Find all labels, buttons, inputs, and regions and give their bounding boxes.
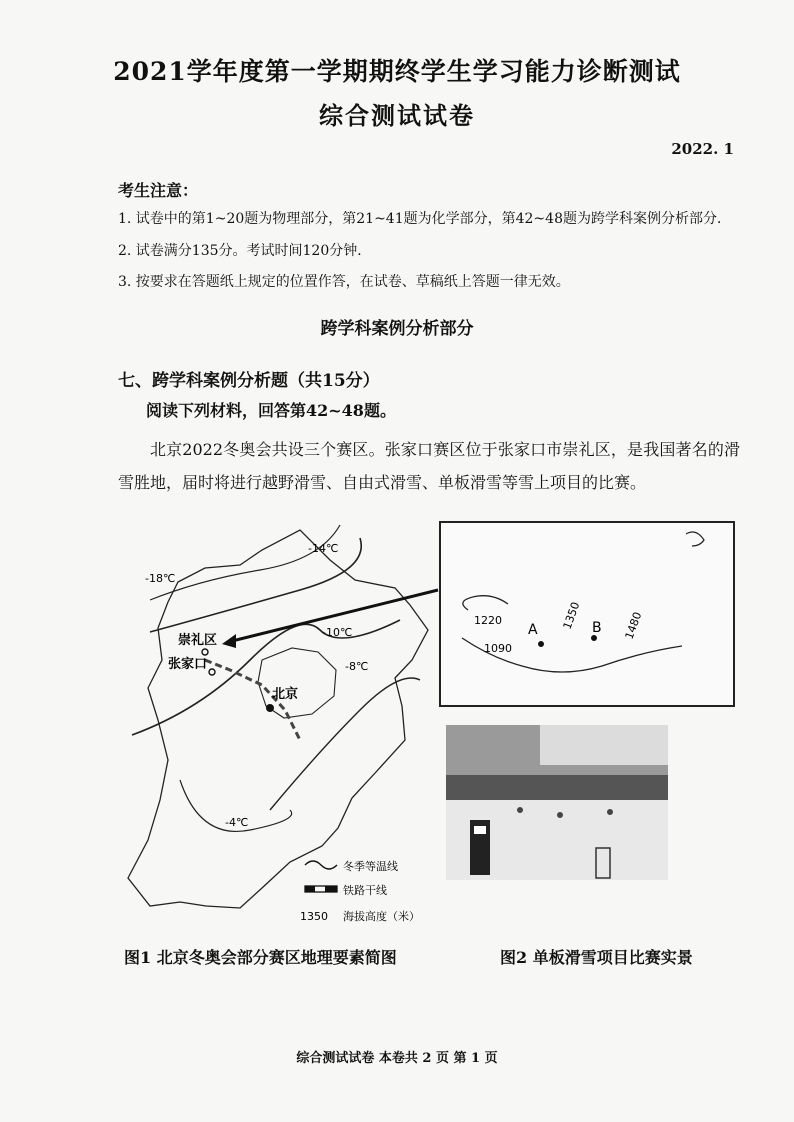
chongli-marker [202,649,208,655]
isotherm-line [132,620,400,735]
inset-point-label: A [528,622,538,638]
isotherm-label: -14℃ [308,542,339,555]
question-instruction: 阅读下列材料，回答第42~48题。 [146,401,396,420]
beijing-marker [266,704,274,712]
inset-contour-label: 1350 [560,600,583,632]
inset-contour-label: 1220 [474,614,502,627]
inset-contour-label: 1090 [484,642,512,655]
point-a-marker [538,641,544,647]
legend-label: 海拔高度（米） [343,910,420,923]
notice-item-2: 2. 试卷满分135分。考试时间120分钟． [118,243,372,259]
page-footer: 综合测试试卷 本卷共 2 页 第 1 页 [296,1051,498,1066]
inset-point-label: B [592,620,602,636]
figure1-caption: 图1 北京冬奥会部分赛区地理要素简图 [124,948,397,967]
legend-symbol: 1350 [300,910,328,923]
legend-label: 铁路干线 [343,884,387,897]
material-paragraph: 北京2022冬奥会共设三个赛区。张家口赛区位于张家口市崇礼区，是我国著名的滑雪胜地，届时将进行越野滑雪、自由式滑雪、单板滑雪等雪上项目的比赛。 [118,440,740,492]
notice-item-3: 3. 按要求在答题纸上规定的位置作答，在试卷、草稿纸上答题一律无效。 [118,274,570,290]
isotherm-label: -4℃ [225,816,249,829]
notice-heading: 考生注意： [118,181,199,200]
figure1-map [0,510,794,940]
snowboard-photo [446,725,668,880]
isotherm-label: -18℃ [145,572,176,585]
province-outline [128,530,428,908]
place-label: 北京 [272,687,299,702]
isotherm-label: -8℃ [345,660,369,673]
figure2-caption: 图2 单板滑雪项目比赛实景 [500,948,693,967]
legend-label: 冬季等温线 [343,860,398,873]
isotherm-label: -10℃ [322,626,353,639]
isotherm-line [150,525,340,600]
question-heading: 七、跨学科案例分析题（共15分） [118,371,380,391]
isotherm-legend-icon [305,861,337,869]
place-label: 崇礼区 [178,633,218,648]
inset-contour-label: 1480 [622,610,645,642]
exam-subtitle: 综合测试试卷 [319,101,475,130]
notice-item-1: 1. 试卷中的第1~20题为物理部分，第21~41题为化学部分，第42~48题为跨学科案例分析部分． [118,211,731,227]
zhangjiakou-marker [209,669,215,675]
exam-date: 2022. 1 [671,140,734,158]
exam-title: 2021学年度第一学期期终学生学习能力诊断测试 [113,57,681,86]
place-label: 张家口 [168,657,208,672]
arrow-head-icon [222,634,236,648]
section-title: 跨学科案例分析部分 [320,319,474,339]
